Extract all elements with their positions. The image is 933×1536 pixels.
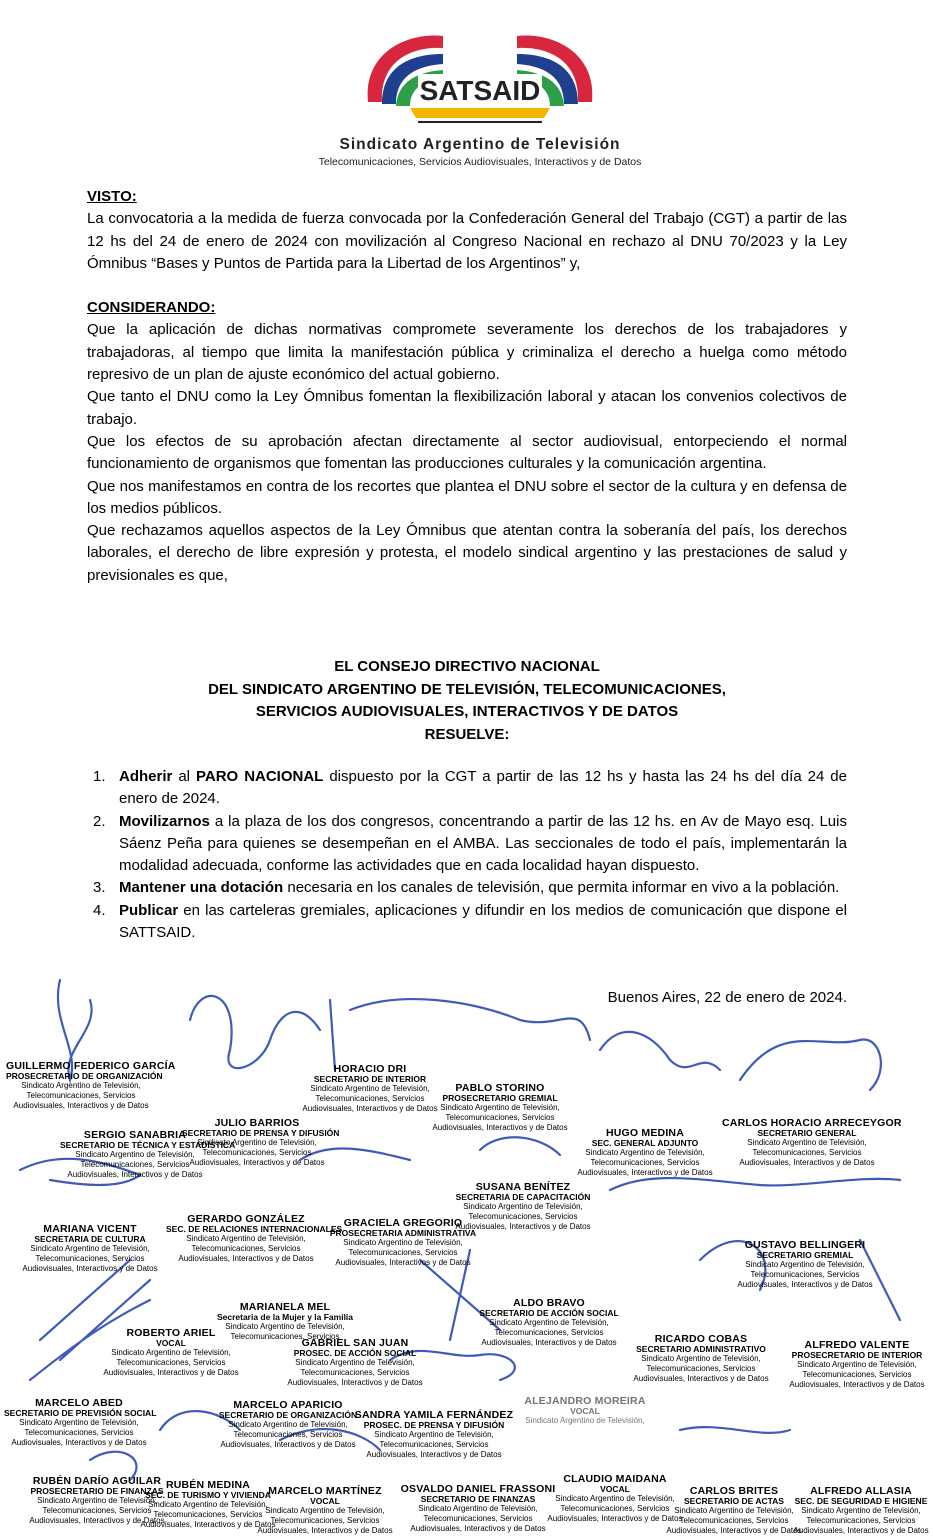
signatory-name: RICARDO COBAS bbox=[654, 1333, 748, 1345]
visto-heading: VISTO: bbox=[87, 188, 137, 205]
signatory-role: SEC. GENERAL ADJUNTO bbox=[591, 1138, 699, 1148]
stamp-org-line: Audiovisuales, Interactivos y de Datos bbox=[793, 1526, 929, 1535]
stamp-org-line: Audiovisuales, Interactivos y de Datos bbox=[140, 1520, 276, 1529]
signatory-stamp bbox=[730, 1240, 880, 1290]
resolution-heading-line: DEL SINDICATO ARGENTINO DE TELEVISIÓN, TELECOMUNICACIONES, bbox=[208, 680, 726, 698]
item-keyword: Movilizarnos bbox=[119, 812, 210, 830]
signatory-name: PABLO STORINO bbox=[455, 1082, 545, 1094]
stamp-org-line: Sindicato Argentino de Televisión, bbox=[418, 1504, 538, 1513]
item-text: dispuesto por la CGT a partir de las 12 hs y hasta las 24 hs del día 24 de enero de 2024. bbox=[119, 768, 847, 808]
item-keyword: Publicar bbox=[119, 901, 179, 919]
signatory-role: PROSECRETARIO DE INTERIOR bbox=[791, 1350, 923, 1360]
signatory-name: SANDRA YAMILA FERNÁNDEZ bbox=[354, 1409, 514, 1421]
resolution-item bbox=[87, 900, 847, 945]
stamp-org-line: Sindicato Argentino de Televisión, bbox=[37, 1496, 157, 1505]
resolution-item bbox=[87, 811, 847, 878]
stamp-org-line: Audiovisuales, Interactivos y de Datos bbox=[178, 1254, 314, 1263]
stamp-org-line: Sindicato Argentino de Televisión, bbox=[374, 1430, 494, 1439]
stamp-org-line: Sindicato Argentino de Televisión, bbox=[19, 1418, 139, 1427]
item-number: 3. bbox=[93, 879, 106, 897]
signatory-stamp bbox=[664, 1486, 804, 1536]
considerando-paragraph: Que tanto el DNU como la Ley Ómnibus fomentan la flexibilización laboral y atacan los convenios colectivos de trabajo. bbox=[87, 388, 847, 428]
resolution-item bbox=[87, 877, 847, 899]
signatory-name: ROBERTO ARIEL bbox=[126, 1327, 216, 1339]
stamp-org-line: Sindicato Argentino de Televisión, bbox=[555, 1494, 675, 1503]
stamp-org-line: Sindicato Argentino de Televisión, bbox=[674, 1506, 794, 1515]
stamp-org-line: Audiovisuales, Interactivos y de Datos bbox=[737, 1280, 873, 1289]
stamp-org-line: Audiovisuales, Interactivos y de Datos bbox=[67, 1170, 203, 1179]
resolution-heading bbox=[87, 656, 847, 746]
signatory-name: OSVALDO DANIEL FRASSONI bbox=[400, 1483, 556, 1495]
stamp-org-line: Sindicato Argentino de Televisión, bbox=[641, 1354, 761, 1363]
signatory-role: PROSECRETARIO GREMIAL bbox=[442, 1093, 558, 1103]
stamp-org-line: Telecomunicaciones, Servicios bbox=[230, 1332, 340, 1341]
stamp-org-line: Sindicato Argentino de Televisión, bbox=[745, 1260, 865, 1269]
signatory-stamp bbox=[792, 1486, 930, 1536]
signatory-role: PROSEC. DE ACCIÓN SOCIAL bbox=[293, 1348, 417, 1358]
signatory-name: GRACIELA GREGORIO bbox=[343, 1217, 463, 1229]
item-number: 2. bbox=[93, 812, 106, 830]
signatory-name: RUBÉN DARÍO AGUILAR bbox=[32, 1475, 162, 1487]
signatory-role: SEC. DE SEGURIDAD E HIGIENE bbox=[794, 1496, 928, 1506]
signatory-stamp bbox=[6, 1060, 176, 1111]
stamp-org-line: Telecomunicaciones, Servicios bbox=[494, 1328, 604, 1337]
stamp-org-line: Telecomunicaciones, Servicios bbox=[752, 1148, 862, 1157]
stamp-org-line: Sindicato Argentino de Televisión, bbox=[225, 1322, 345, 1331]
signatory-role: SECRETARIO ADMINISTRATIVO bbox=[636, 1344, 766, 1354]
document-body bbox=[87, 186, 847, 587]
stamp-org-line: Sindicato Argentino de Televisión, bbox=[463, 1202, 583, 1211]
stamp-org-line: Audiovisuales, Interactivos y de Datos bbox=[481, 1338, 617, 1347]
signatory-role: SEC. DE TURISMO Y VIVIENDA bbox=[145, 1490, 271, 1500]
signatory-name: HUGO MEDINA bbox=[605, 1127, 685, 1139]
item-number: 1. bbox=[93, 768, 106, 785]
stamp-org-line: Sindicato Argentino de Televisión, bbox=[295, 1358, 415, 1367]
considerando-heading: CONSIDERANDO: bbox=[87, 299, 216, 317]
stamp-org-line: Telecomunicaciones, Servicios bbox=[233, 1430, 343, 1439]
stamp-org-line: Sindicato Argentino de Televisión, bbox=[186, 1234, 306, 1243]
considerando-paragraph: Que nos manifestamos en contra de los recortes que plantea el DNU sobre el sector de la cultura y en defensa de los medios públicos. bbox=[87, 477, 847, 517]
signatory-stamp bbox=[430, 1083, 570, 1133]
stamp-org-line: Telecomunicaciones, Servicios bbox=[750, 1270, 860, 1279]
stamp-org-line: Audiovisuales, Interactivos y de Datos bbox=[13, 1101, 149, 1110]
signatory-role: SEC. DE RELACIONES INTERNACIONALES bbox=[166, 1224, 343, 1234]
union-subtitle: Telecomunicaciones, Servicios Audiovisuales, Interactivos y de Datos bbox=[318, 156, 642, 168]
item-keyword: Adherir bbox=[119, 768, 173, 785]
resolution-heading-line: EL CONSEJO DIRECTIVO NACIONAL bbox=[334, 658, 600, 675]
signatory-stamp bbox=[626, 1334, 776, 1384]
signatory-name: GUILLERMO FEDERICO GARCÍA bbox=[6, 1060, 176, 1072]
stamp-org-line: Audiovisuales, Interactivos y de Datos bbox=[29, 1516, 165, 1525]
stamp-org-line: Telecomunicaciones, Servicios bbox=[35, 1254, 145, 1263]
signatory-role: PROSECRETARIO DE FINANZAS bbox=[30, 1486, 164, 1496]
stamp-org-line: Audiovisuales, Interactivos y de Datos bbox=[257, 1526, 393, 1535]
stamp-org-line: Sindicato Argentino de Televisión, bbox=[111, 1348, 231, 1357]
item-keyword: Mantener una dotación bbox=[119, 879, 284, 897]
signatory-role: SECRETARIO DE FINANZAS bbox=[420, 1494, 536, 1504]
signatory-stamp bbox=[250, 1486, 400, 1536]
stamp-org-line: Sindicato Argentino de Televisión, bbox=[585, 1148, 705, 1157]
stamp-org-line: Sindicato Argentino de Televisión, bbox=[440, 1103, 560, 1112]
considerando-paragraph: Que rechazamos aquellos aspectos de la Ley Ómnibus que atentan contra la soberanía del país, los derechos laborales, el derecho de libre expresión y protesta, el modelo sindical argentino y las prestaciones de salud y previsionales es que, bbox=[87, 522, 847, 584]
item-text: necesaria en los canales de televisión, que permita informar en vivo a la población. bbox=[283, 879, 840, 897]
signatory-role: SECRETARIO DE ACTAS bbox=[684, 1496, 784, 1506]
stamp-org-line: Telecomunicaciones, Servicios bbox=[153, 1510, 263, 1519]
signatory-stamp bbox=[60, 1129, 236, 1180]
stamp-org-line: Sindicato Argentino de Televisión, bbox=[801, 1506, 921, 1515]
item-text: al bbox=[172, 768, 196, 785]
resolution-heading-line: RESUELVE: bbox=[424, 725, 510, 743]
signatory-role: SECRETARIO DE ORGANIZACIÓN bbox=[218, 1410, 358, 1420]
signatory-name: CARLOS BRITES bbox=[689, 1485, 779, 1497]
signatory-stamp bbox=[275, 1338, 435, 1388]
signatory-role: PROSECRETARIA ADMINISTRATIVA bbox=[329, 1228, 477, 1238]
signatory-stamp bbox=[328, 1218, 478, 1268]
signatory-stamp bbox=[208, 1400, 368, 1450]
item-text: en las carteleras gremiales, aplicaciones y difundir en los medios de comunicación que dispone el SATTSAID. bbox=[119, 901, 847, 942]
stamp-org-line: Telecomunicaciones, Servicios bbox=[80, 1160, 190, 1169]
stamp-org-line: Telecomunicaciones, Servicios bbox=[26, 1091, 136, 1100]
stamp-org-line: Audiovisuales, Interactivos y de Datos bbox=[335, 1258, 471, 1267]
stamp-org-line: Sindicato Argentino de Televisión, bbox=[525, 1416, 645, 1425]
stamp-org-line: Telecomunicaciones, Servicios bbox=[270, 1516, 380, 1525]
stamp-org-line: Audiovisuales, Interactivos y de Datos bbox=[547, 1514, 683, 1523]
signatory-role: SECRETARIO GENERAL bbox=[757, 1128, 857, 1138]
signatory-role: SECRETARIO GREMIAL bbox=[756, 1250, 854, 1260]
stamp-org-line: Audiovisuales, Interactivos y de Datos bbox=[220, 1440, 356, 1449]
stamp-org-line: Telecomunicaciones, Servicios bbox=[468, 1212, 578, 1221]
signatory-name: GUSTAVO BELLINGERI bbox=[744, 1239, 866, 1251]
visto-text: La convocatoria a la medida de fuerza convocada por la Confederación General del Trabajo (CGT) a partir de las 12 hs del 24 de enero de 2024 con movilización al Congreso Nacional en rechazo al DNU 70/2023 y la Ley Ómnibus “Bases y Puntos de Partida para la Libertad de los Argentinos” y, bbox=[87, 210, 847, 272]
svg-text:SATSAID: SATSAID bbox=[419, 75, 541, 106]
signatory-name: MARCELO APARICIO bbox=[233, 1399, 343, 1411]
stamp-org-line: Telecomunicaciones, Servicios bbox=[24, 1428, 134, 1437]
signatory-name: MARCELO ABED bbox=[35, 1397, 123, 1409]
stamp-org-line: Audiovisuales, Interactivos y de Datos bbox=[666, 1526, 802, 1535]
signatory-name: ALFREDO ALLASIA bbox=[810, 1485, 912, 1497]
resolution-items bbox=[87, 766, 847, 944]
signatory-name: MARIANELA MEL bbox=[239, 1301, 331, 1313]
signatory-role: PROSEC. DE PRENSA Y DIFUSIÓN bbox=[363, 1420, 505, 1430]
signatory-name: SERGIO SANABRIA bbox=[83, 1129, 187, 1141]
stamp-org-line: Telecomunicaciones, Servicios bbox=[202, 1148, 312, 1157]
stamp-org-line: Audiovisuales, Interactivos y de Datos bbox=[410, 1524, 546, 1533]
signatory-role: VOCAL bbox=[156, 1338, 186, 1348]
signatory-role: VOCAL bbox=[570, 1406, 600, 1416]
stamp-org-line: Telecomunicaciones, Servicios bbox=[116, 1358, 226, 1367]
stamp-org-line: Audiovisuales, Interactivos y de Datos bbox=[739, 1158, 875, 1167]
stamp-org-line: Telecomunicaciones, Servicios bbox=[806, 1516, 916, 1525]
stamp-org-line: Sindicato Argentino de Televisión, bbox=[228, 1420, 348, 1429]
stamp-org-line: Telecomunicaciones, Servicios bbox=[445, 1113, 555, 1122]
signatory-name: CLAUDIO MAIDANA bbox=[563, 1473, 667, 1485]
stamp-org-line: Telecomunicaciones, Servicios bbox=[590, 1158, 700, 1167]
stamp-org-line: Telecomunicaciones, Servicios bbox=[423, 1514, 533, 1523]
stamp-org-line: Sindicato Argentino de Televisión, bbox=[148, 1500, 268, 1509]
stamp-org-line: Telecomunicaciones, Servicios bbox=[802, 1370, 912, 1379]
signatory-stamp bbox=[96, 1328, 246, 1378]
stamp-org-line: Audiovisuales, Interactivos y de Datos bbox=[22, 1264, 158, 1273]
signatory-name: GABRIEL SAN JUAN bbox=[301, 1337, 409, 1349]
item-text: a la plaza de los dos congresos, concentrando a partir de las 12 hs. en Av de Mayo esq. Luis Sáenz Peña para quienes se desempeñan en el AMBA. Las seccionales de todo el país, implementarán la modalidad adecuada, conforme las actividades que en cada localidad hayan dispuesto. bbox=[119, 812, 847, 875]
signatory-stamp bbox=[398, 1484, 558, 1534]
signatory-name: ALEJANDRO MOREIRA bbox=[524, 1395, 646, 1407]
stamp-org-line: Audiovisuales, Interactivos y de Datos bbox=[11, 1438, 147, 1447]
signatory-stamp bbox=[464, 1298, 634, 1348]
item-number: 4. bbox=[93, 901, 106, 919]
signatory-name: CARLOS HORACIO ARRECEYGOR bbox=[722, 1117, 902, 1129]
union-logo bbox=[300, 22, 660, 172]
stamp-org-line: Telecomunicaciones, Servicios bbox=[379, 1440, 489, 1449]
stamp-org-line: Audiovisuales, Interactivos y de Datos bbox=[633, 1374, 769, 1383]
signatory-stamp bbox=[575, 1128, 715, 1178]
stamp-org-line: Telecomunicaciones, Servicios bbox=[560, 1504, 670, 1513]
stamp-org-line: Telecomunicaciones, Servicios bbox=[300, 1368, 410, 1377]
stamp-org-line: Audiovisuales, Interactivos y de Datos bbox=[189, 1158, 325, 1167]
signatory-name: JULIO BARRIOS bbox=[214, 1117, 300, 1129]
document-date: Buenos Aires, 22 de enero de 2024. bbox=[607, 989, 847, 1006]
signatory-role: SECRETARIO DE ACCIÓN SOCIAL bbox=[479, 1308, 619, 1318]
stamp-org-line: Audiovisuales, Interactivos y de Datos bbox=[432, 1123, 568, 1132]
signatory-stamp bbox=[295, 1064, 445, 1114]
signatory-role: SECRETARIA DE CULTURA bbox=[34, 1234, 146, 1244]
resolution-heading-line: SERVICIOS AUDIOVISUALES, INTERACTIVOS Y DE DATOS bbox=[255, 703, 679, 720]
signatory-role: VOCAL bbox=[310, 1496, 340, 1506]
stamp-org-line: Sindicato Argentino de Televisión, bbox=[75, 1150, 195, 1159]
signatory-stamp bbox=[15, 1224, 165, 1274]
stamp-org-line: Telecomunicaciones, Servicios bbox=[679, 1516, 789, 1525]
stamp-org-line: Audiovisuales, Interactivos y de Datos bbox=[789, 1380, 925, 1389]
signatory-stamp bbox=[782, 1340, 932, 1390]
stamp-org-line: Telecomunicaciones, Servicios bbox=[42, 1506, 152, 1515]
stamp-org-line: Sindicato Argentino de Televisión, bbox=[343, 1238, 463, 1247]
signatory-name: ALFREDO VALENTE bbox=[804, 1339, 910, 1351]
signatory-name: MARIANA VICENT bbox=[43, 1223, 137, 1235]
signatory-role: SECRETARIO DE INTERIOR bbox=[313, 1074, 427, 1084]
signatory-role: SECRETARIO DE PRENSA Y DIFUSIÓN bbox=[182, 1128, 340, 1138]
signatory-name: MARCELO MARTÍNEZ bbox=[268, 1485, 382, 1497]
signatory-role: VOCAL bbox=[600, 1484, 630, 1494]
signatory-stamp bbox=[166, 1213, 343, 1264]
stamp-org-line: Sindicato Argentino de Televisión, bbox=[310, 1084, 430, 1093]
stamp-org-line: Audiovisuales, Interactivos y de Datos bbox=[366, 1450, 502, 1459]
item-keyword: PARO NACIONAL bbox=[195, 768, 324, 785]
stamp-org-line: Audiovisuales, Interactivos y de Datos bbox=[577, 1168, 713, 1177]
signatory-stamp bbox=[510, 1396, 660, 1426]
signatory-name: GERARDO GONZÁLEZ bbox=[187, 1213, 305, 1225]
stamp-org-line: Sindicato Argentino de Televisión, bbox=[265, 1506, 385, 1515]
signatory-stamp bbox=[354, 1410, 514, 1460]
signatory-stamp bbox=[4, 1397, 157, 1448]
stamp-org-line: Sindicato Argentino de Televisión, bbox=[797, 1360, 917, 1369]
union-name: Sindicato Argentino de Televisión bbox=[339, 136, 621, 153]
considerando-paragraph: Que la aplicación de dichas normativas compromete severamente los derechos de los trabajadores y trabajadoras, al tiempo que limita la manifestación pública y criminaliza el derecho a huelga como método represivo de un plan de ajuste económico del actual gobierno. bbox=[87, 321, 847, 384]
resolution-item bbox=[87, 766, 847, 811]
considerando-paragraph: Que los efectos de su aprobación afectan directamente al sector audiovisual, entorpeciendo el normal funcionamiento de organismos que fomentan las producciones culturales y la comunicación argentina. bbox=[87, 432, 847, 473]
stamp-org-line: Audiovisuales, Interactivos y de Datos bbox=[455, 1222, 591, 1231]
stamp-org-line: Sindicato Argentino de Televisión, bbox=[489, 1318, 609, 1327]
satsaid-emblem-icon bbox=[348, 22, 612, 134]
signatory-role: SECRETARIO DE PREVISIÓN SOCIAL bbox=[4, 1408, 157, 1418]
stamp-org-line: Telecomunicaciones, Servicios bbox=[315, 1094, 425, 1103]
stamp-org-line: Sindicato Argentino de Televisión, bbox=[197, 1138, 317, 1147]
signatory-role: Secretaria de la Mujer y la Familia bbox=[216, 1312, 354, 1322]
signatory-role: PROSECRETARIO DE ORGANIZACIÓN bbox=[6, 1071, 163, 1081]
stamp-org-line: Sindicato Argentino de Televisión, bbox=[21, 1081, 141, 1090]
stamp-org-line: Sindicato Argentino de Televisión, bbox=[747, 1138, 867, 1147]
signatory-name: RUBÉN MEDINA bbox=[165, 1479, 251, 1491]
stamp-org-line: Audiovisuales, Interactivos y de Datos bbox=[287, 1378, 423, 1387]
stamp-org-line: Telecomunicaciones, Servicios bbox=[646, 1364, 756, 1373]
stamp-org-line: Telecomunicaciones, Servicios bbox=[348, 1248, 458, 1257]
signatory-name: SUSANA BENÍTEZ bbox=[475, 1181, 571, 1193]
signatory-name: HORACIO DRI bbox=[333, 1063, 407, 1075]
signatory-role: SECRETARIA DE CAPACITACIÓN bbox=[455, 1192, 591, 1202]
signatory-role: SECRETARIO DE TÉCNICA Y ESTADÍSTICA bbox=[60, 1140, 236, 1150]
signatory-name: ALDO BRAVO bbox=[513, 1297, 585, 1309]
stamp-org-line: Sindicato Argentino de Televisión, bbox=[30, 1244, 150, 1253]
signatory-stamp bbox=[722, 1117, 902, 1168]
stamp-org-line: Audiovisuales, Interactivos y de Datos bbox=[103, 1368, 239, 1377]
stamp-org-line: Audiovisuales, Interactivos y de Datos bbox=[302, 1104, 438, 1113]
stamp-org-line: Telecomunicaciones, Servicios bbox=[191, 1244, 301, 1253]
